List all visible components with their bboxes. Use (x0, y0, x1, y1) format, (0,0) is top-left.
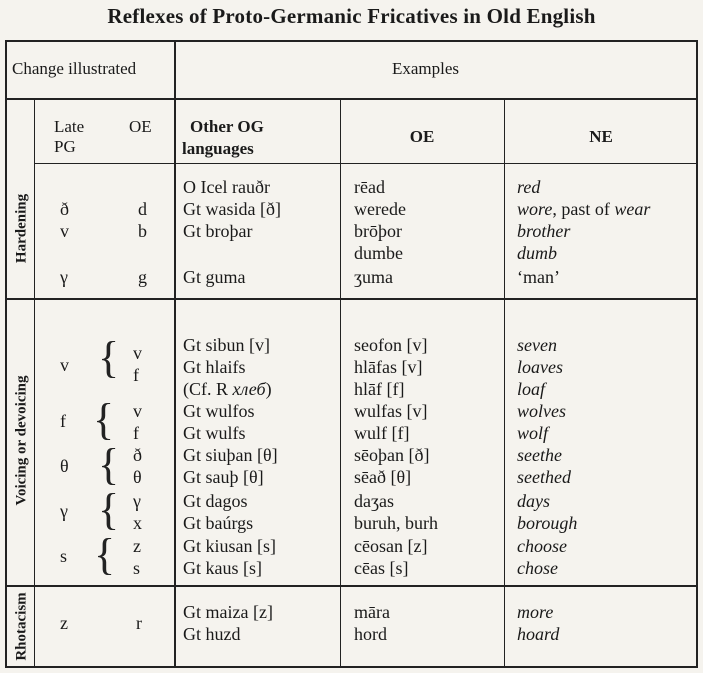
oe-v9: buruh, burh (354, 513, 438, 533)
ne-h5: ‘man’ (517, 267, 560, 287)
og-v6: Gt siuþan [θ] (183, 445, 278, 465)
oecol-h2: d (138, 199, 147, 219)
og-v3-it: хлеб (232, 379, 266, 399)
ne-v1: seven (517, 335, 557, 355)
header-examples-text: Examples (392, 59, 460, 78)
section-divider-2 (5, 585, 698, 587)
og-r2: Gt huzd (183, 624, 241, 644)
og-v10: Gt kiusan [s] (183, 536, 276, 556)
oe-v7: sēað [θ] (354, 467, 412, 487)
ne-h4: dumb (517, 243, 557, 263)
ne-r1: more (517, 602, 554, 622)
oe-h1: rēad (354, 177, 385, 197)
oe-v3: hlāf [f] (354, 379, 405, 399)
header-change-illustrated: Change illustrated (12, 59, 137, 78)
oecol-v4: v (133, 401, 142, 421)
og-r1: Gt maiza [z] (183, 602, 273, 622)
col-divider-1 (174, 40, 176, 668)
oecol-h5: g (138, 267, 147, 287)
ne-h3: brother (517, 221, 571, 241)
og-h1: O Icel rauðr (183, 177, 270, 197)
pg-h3: v (60, 221, 69, 241)
og-h3: Gt broþar (183, 221, 253, 241)
brace-v: { (98, 333, 120, 382)
ne-h2-tail2: wear (614, 199, 651, 219)
ne-v4: wolves (517, 401, 566, 421)
ne-v3: loaf (517, 379, 546, 399)
ne-v6: seethe (517, 445, 562, 465)
oe-h2: werede (354, 199, 406, 219)
og-h5: Gt guma (183, 267, 246, 287)
side-divider (34, 98, 35, 668)
oe-h5: ʒuma (354, 267, 393, 287)
oe-v4: wulfas [v] (354, 401, 428, 421)
header-other-og-1: Other OG (190, 117, 264, 136)
oe-r2: hord (354, 624, 387, 644)
og-v8: Gt dagos (183, 491, 248, 511)
col-divider-2 (340, 98, 341, 668)
pg-v8: γ (60, 501, 68, 521)
oe-v6: sēoþan [ð] (354, 445, 430, 465)
oe-v1: seofon [v] (354, 335, 428, 355)
oe-h4: dumbe (354, 243, 403, 263)
oecol-v5: f (133, 423, 139, 443)
pg-r1: z (60, 613, 68, 633)
brace-theta: { (98, 440, 120, 489)
oe-v5: wulf [f] (354, 423, 410, 443)
oe-v10: cēosan [z] (354, 536, 428, 556)
brace-s: { (94, 530, 116, 579)
oe-r1: māra (354, 602, 390, 622)
ne-v11: chose (517, 558, 558, 578)
header-late: Late (54, 117, 85, 136)
og-h2: Gt wasida [ð] (183, 199, 281, 219)
og-v3 (183, 378, 272, 400)
og-v4: Gt wulfos (183, 401, 255, 421)
oecol-v8: γ (133, 491, 141, 511)
ne-v10: choose (517, 536, 567, 556)
ne-v7: seethed (517, 467, 571, 487)
pg-v10: s (60, 546, 68, 566)
og-v1: Gt sibun [v] (183, 335, 270, 355)
ne-r2: hoard (517, 624, 560, 644)
og-v3-post: ) (265, 379, 272, 399)
og-v5: Gt wulfs (183, 423, 246, 443)
ne-v9: borough (517, 513, 578, 533)
og-v11: Gt kaus [s] (183, 558, 262, 578)
ne-h2 (517, 198, 650, 220)
header-oe: OE (409, 127, 435, 146)
ne-v2: loaves (517, 357, 563, 377)
col-divider-3 (504, 98, 505, 668)
oe-v2: hlāfas [v] (354, 357, 423, 377)
ne-h2-word: wore (517, 199, 553, 219)
ne-h1: red (517, 177, 541, 197)
ne-v8: days (517, 491, 550, 511)
header-ne: NE (589, 127, 613, 146)
og-v3-pre: (Cf. R (183, 379, 233, 399)
oe-v11: cēas [s] (354, 558, 409, 578)
section-divider-1 (5, 298, 698, 300)
section-label-rhotacism: Rhotacism (13, 592, 30, 661)
oecol-h3: b (138, 221, 147, 241)
oe-h3: brōþor (354, 221, 402, 241)
section-label-voicing: Voicing or devoicing (13, 375, 30, 506)
header-examples (340, 58, 504, 80)
page-title: Reflexes of Proto-Germanic Fricatives in Old English (107, 4, 596, 28)
oecol-v1: v (133, 343, 142, 363)
header-pg: PG (54, 137, 76, 156)
pg-v4: f (60, 411, 66, 431)
pg-h5: γ (60, 267, 68, 287)
pg-h2: ð (60, 199, 69, 219)
oe-v8: daʒas (354, 491, 394, 511)
oecol-v2: f (133, 365, 139, 385)
ne-v5: wolf (517, 423, 549, 443)
header-other-og-2: languages (182, 139, 254, 158)
header-divider (5, 98, 698, 100)
header-oe-col: OE (129, 117, 152, 136)
oecol-v9: x (133, 513, 142, 533)
ne-h2-tail: , past of (552, 199, 615, 219)
oecol-v7: θ (133, 467, 142, 487)
oecol-v11: s (133, 558, 141, 578)
og-v9: Gt baúrgs (183, 513, 254, 533)
subheader-divider (34, 163, 698, 164)
section-label-hardening: Hardening (13, 193, 30, 264)
pg-v6: θ (60, 456, 69, 476)
brace-f: { (93, 395, 115, 444)
og-v2: Gt hlaifs (183, 357, 246, 377)
og-v7: Gt sauþ [θ] (183, 467, 264, 487)
oecol-r1: r (136, 613, 142, 633)
oecol-v10: z (133, 536, 141, 556)
brace-gamma: { (98, 485, 120, 534)
oecol-v6: ð (133, 445, 142, 465)
pg-v2: v (60, 355, 69, 375)
